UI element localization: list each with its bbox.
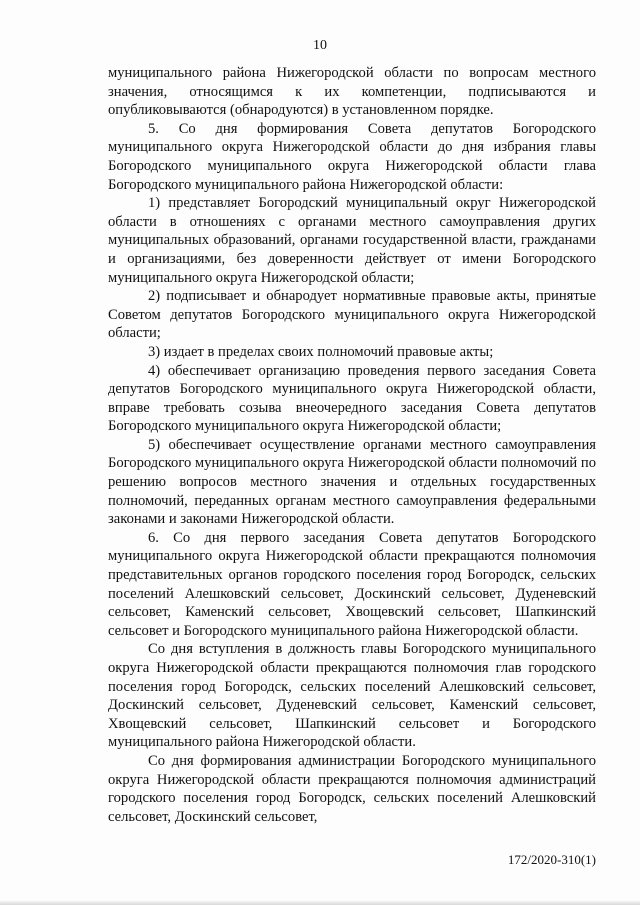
paragraph-item-5: 5. Со дня формирования Совета депутатов Богородского муниципального округа Нижегородской области до дня избрания главы Богородского муниципального округа Нижегородской области глава Богородского муниципального района Нижегородской области: (108, 120, 596, 193)
paragraph-item-6: 6. Со дня первого заседания Совета депутатов Богородского муниципального округа Нижегородской области прекращаются полномочия представительных органов городского поселения город Богородск, сельских поселений Алешковский сельсовет, Доскинский сельсовет, Дуденевский сельсовет, Каменский сельсовет, Хвощевский сельсовет, Шапкинский сельсовет и Богородского муниципального района Нижегородской области. (108, 529, 596, 639)
paragraph-subitem-3: 3) издает в пределах своих полномочий правовые акты; (148, 343, 494, 360)
page-number: 10 (313, 38, 327, 53)
document-body (108, 64, 596, 826)
paragraph-subitem-2: 2) подписывает и обнародует нормативные правовые акты, принятые Советом депутатов Богородского муниципального округа Нижегородской области; (108, 288, 596, 342)
paragraph-heads-termination: Со дня вступления в должность главы Богородского муниципального округа Нижегородской области прекращаются полномочия глав городского поселения город Богородск, сельских поселений Алешковский сельсовет, Доскинский сельсовет, Дуденевский сельсовет, Каменский сельсовет, Хвощевский сельсовет, Шапкинский сельсовет и Богородского муниципального района Нижегородской области. (108, 641, 596, 751)
paragraph-continuation: муниципального района Нижегородской области по вопросам местного значения, относящимся к их компетенции, подписываются и опубликовываются (обнародуются) в установленном порядке. (108, 65, 596, 119)
paragraph-subitem-1: 1) представляет Богородский муниципальный округ Нижегородской области в отношениях с органами местного самоуправления других муниципальных образований, органами государственной власти, гражданами и организациями, без доверенности действует от имени Богородского муниципального округа Нижегородской области; (108, 195, 596, 286)
document-code: 172/2020-310(1) (507, 852, 596, 867)
paragraph-administrations-termination: Со дня формирования администрации Богородского муниципального округа Нижегородской области прекращаются полномочия администраций городского поселения город Богородск, сельских поселений Алешковский сельсовет, Доскинский сельсовет, (108, 752, 596, 825)
paragraph-subitem-5: 5) обеспечивает осуществление органами местного самоуправления Богородского муниципального округа Нижегородской области полномочий по решению вопросов местного значения и отдельных государственных полномочий, переданных органам местного самоуправления федеральными законами и законами Нижегородской области. (108, 436, 596, 528)
paragraph-subitem-4: 4) обеспечивает организацию проведения первого заседания Совета депутатов Богородского муниципального округа Нижегородской области, вправе требовать созыва внеочередного заседания Совета депутатов Богородского муниципального округа Нижегородской области; (108, 362, 596, 435)
page-bottom-edge (0, 901, 640, 905)
